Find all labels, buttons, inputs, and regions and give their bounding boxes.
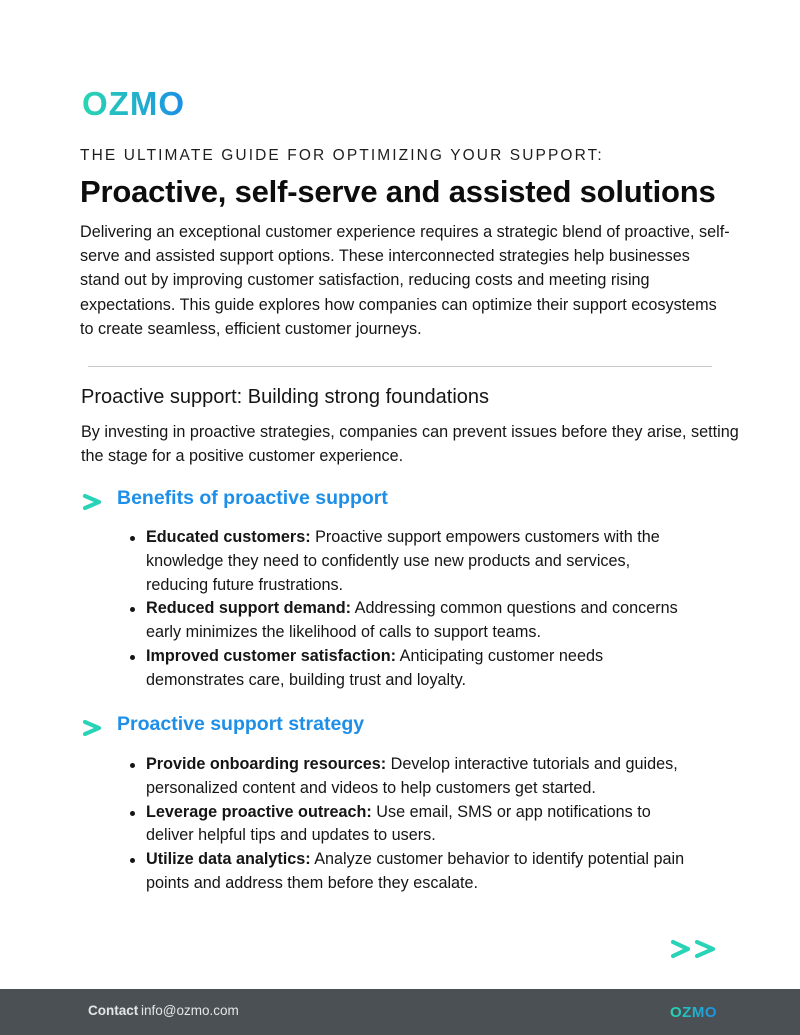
list-item xyxy=(128,848,688,896)
section-divider xyxy=(88,366,712,367)
guide-kicker: THE ULTIMATE GUIDE FOR OPTIMIZING YOUR SUPPORT: xyxy=(80,147,604,164)
strategy-title: Proactive support strategy xyxy=(117,713,365,735)
intro-paragraph: Delivering an exceptional customer experience requires a strategic blend of proactive, self-serve and assisted support options. These interconnected strategies help businesses stand out by improving customer satisfaction, reducing costs and meeting rising expectations. This guide explores how companies can optimize their support ecosystems to create seamless, efficient customer journeys. xyxy=(80,223,730,338)
strategy-list xyxy=(128,753,688,896)
footer xyxy=(0,989,800,1035)
list-item-term: Provide onboarding resources: xyxy=(146,755,387,773)
chevron-right-icon xyxy=(82,493,104,511)
contact-label: Contact xyxy=(88,1003,139,1018)
page-title: Proactive, self-serve and assisted solutions xyxy=(80,174,716,209)
list-item-term: Improved customer satisfaction: xyxy=(146,646,397,665)
chevron-right-icon xyxy=(82,719,104,737)
section-lead: By investing in proactive strategies, companies can prevent issues before they arise, setting the stage for a positive customer experience. xyxy=(81,423,739,466)
section-heading: Proactive support: Building strong foundations xyxy=(81,386,490,408)
list-item xyxy=(128,801,688,849)
benefits-title: Benefits of proactive support xyxy=(117,487,388,509)
list-item-term: Educated customers: xyxy=(146,528,311,546)
list-item-text: Anticipating customer needs demonstrates care, building trust and loyalty. xyxy=(146,646,604,689)
svg-text:OZMO: OZMO xyxy=(670,1004,717,1019)
benefits-list xyxy=(128,526,688,693)
double-chevron-right-icon xyxy=(670,938,720,960)
list-item xyxy=(128,753,688,801)
list-item-term: Reduced support demand: xyxy=(146,599,352,618)
list-item-text: Use email, SMS or app notifications to deliver helpful tips and updates to users. xyxy=(146,802,651,845)
list-item xyxy=(128,597,688,645)
list-item-text: Analyze customer behavior to identify potential pain points and address them before they escalate. xyxy=(146,850,685,892)
list-item-text: Develop interactive tutorials and guides, personalized content and videos to help customers get started. xyxy=(146,755,678,797)
ozmo-logo xyxy=(82,86,198,120)
list-item-text: Proactive support empowers customers with the knowledge they need to confidently use new products and services, reducing future frustrations. xyxy=(146,528,660,594)
list-item-term: Utilize data analytics: xyxy=(146,850,311,869)
contact-email-link[interactable]: info@ozmo.com xyxy=(141,1003,239,1018)
footer-ozmo-logo xyxy=(670,1003,720,1019)
list-item xyxy=(128,645,688,693)
list-item-text: Addressing common questions and concerns early minimizes the likelihood of calls to support teams. xyxy=(146,599,678,642)
svg-text:OZMO: OZMO xyxy=(82,86,185,120)
list-item xyxy=(128,526,688,597)
list-item-term: Leverage proactive outreach: xyxy=(146,802,372,821)
